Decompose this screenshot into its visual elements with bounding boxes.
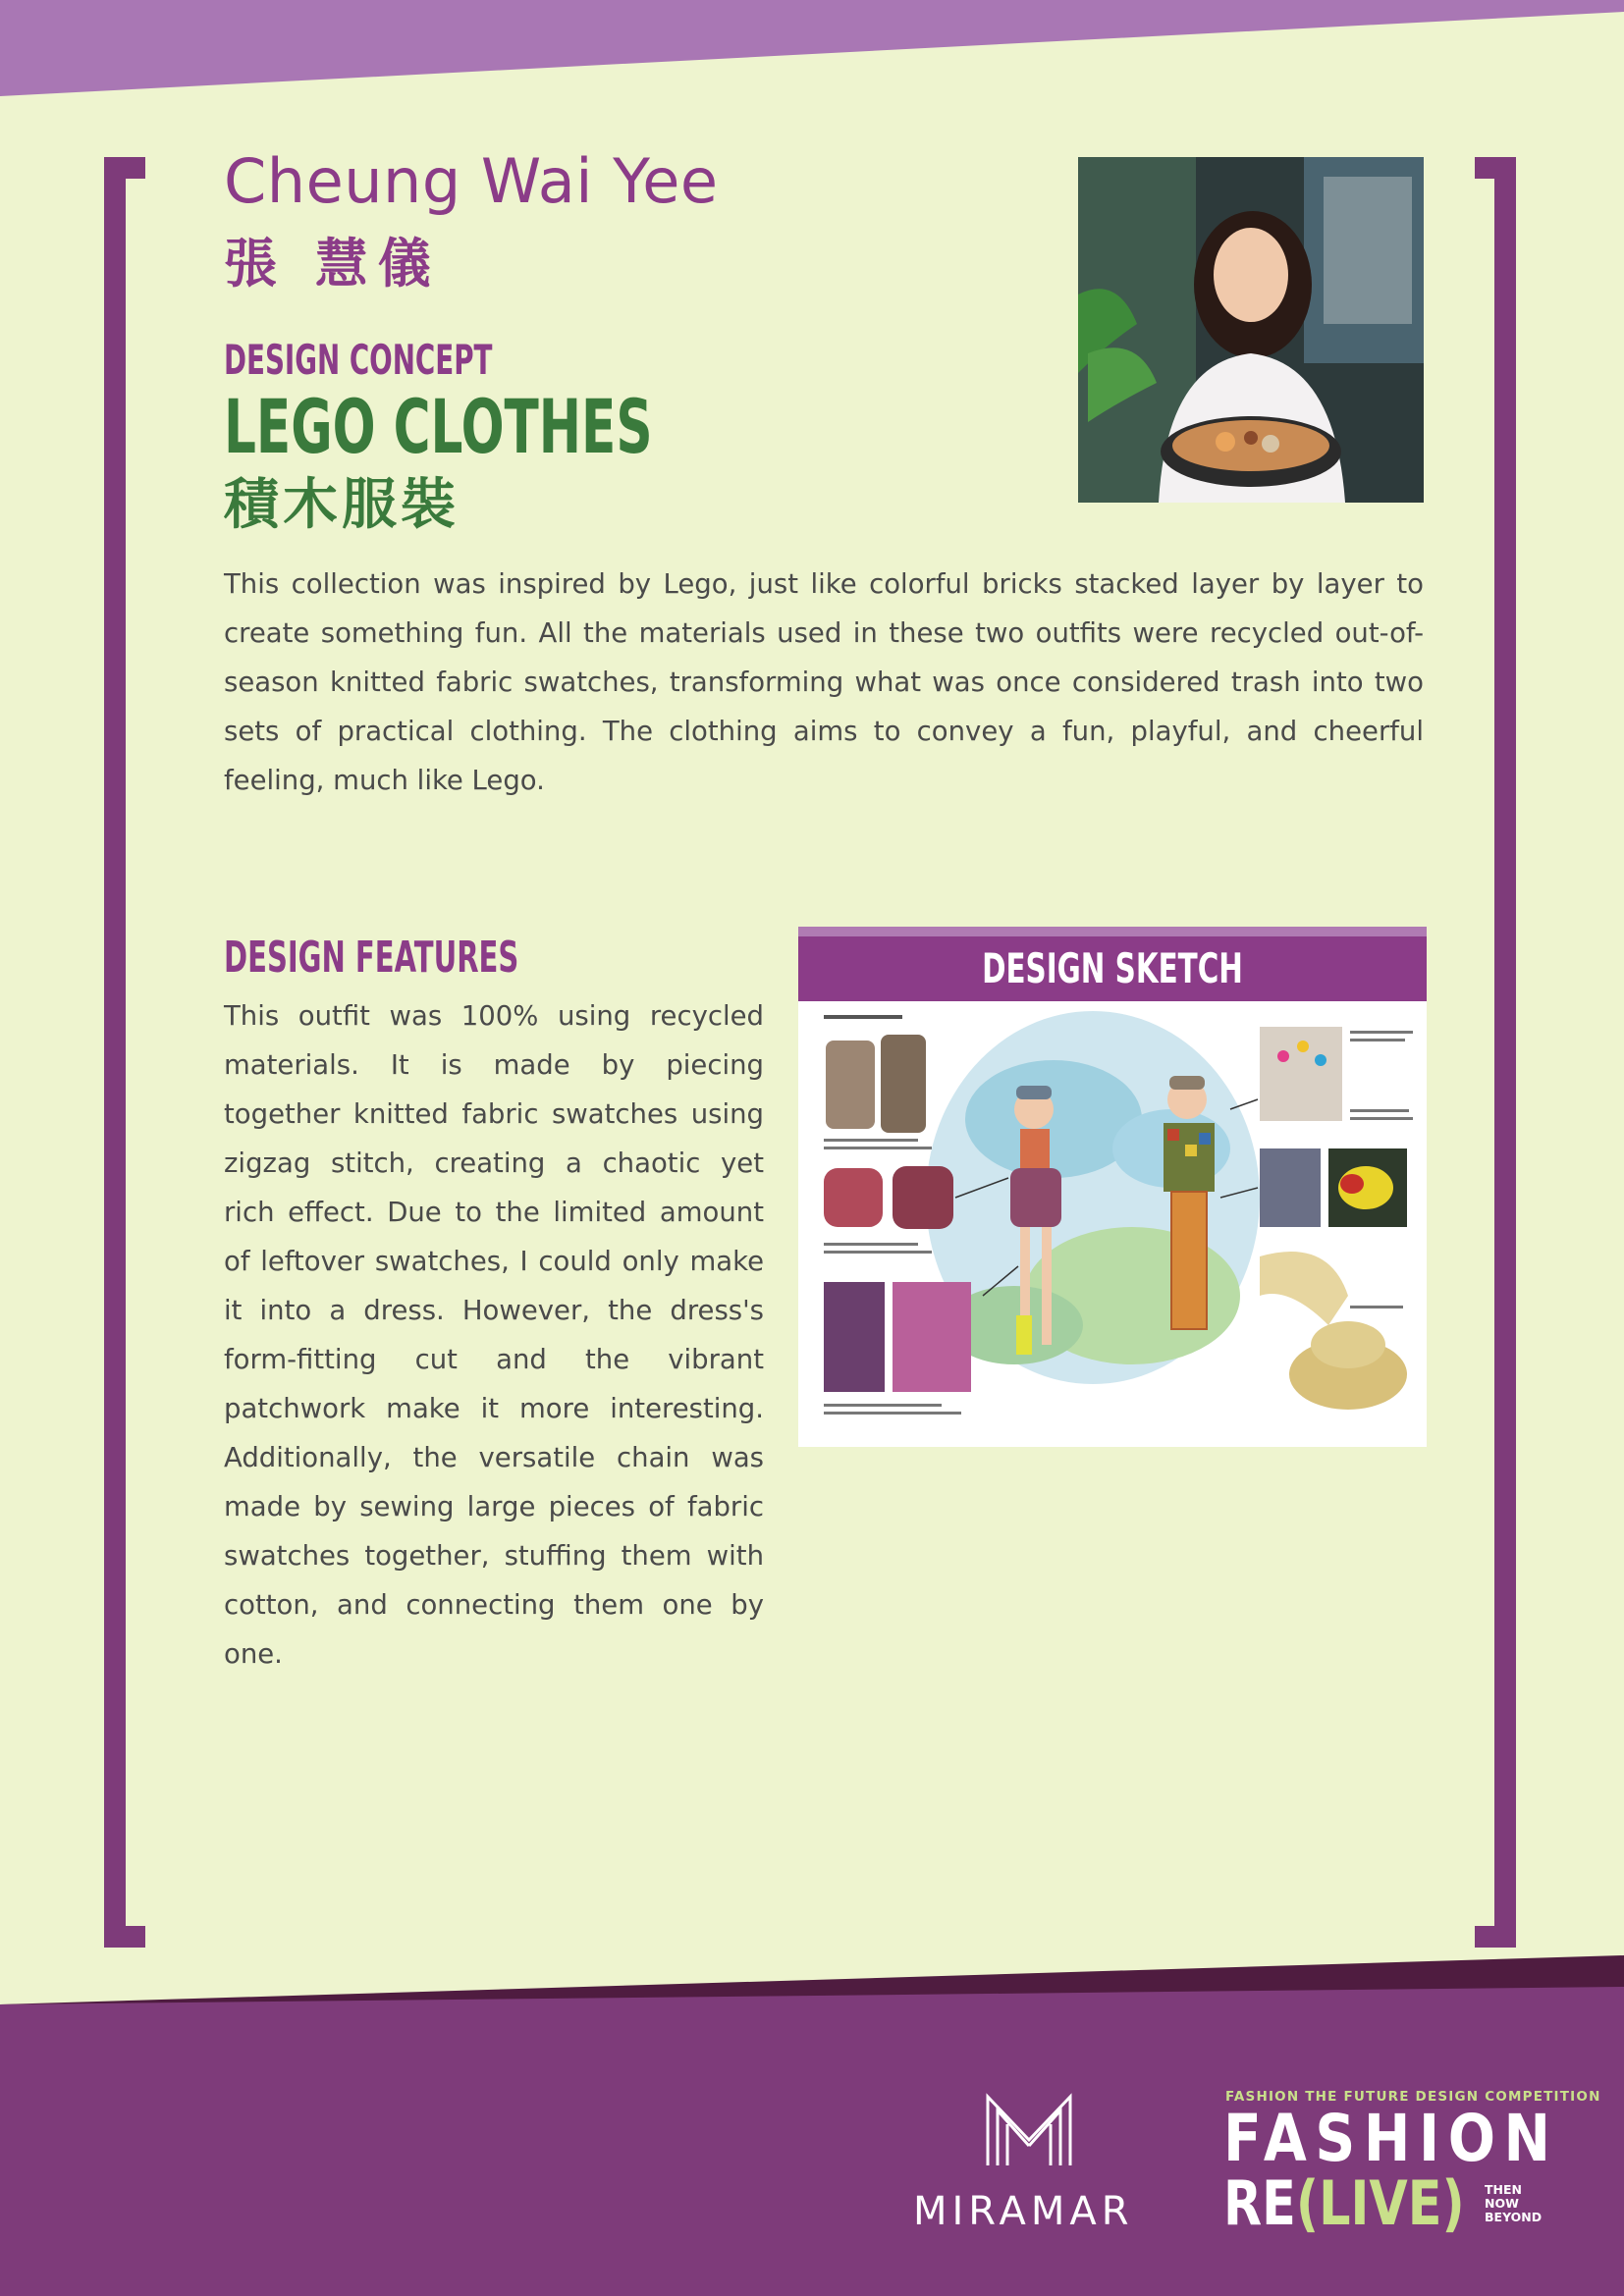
designer-photo (1078, 157, 1424, 503)
competition-logo-re: RE (1223, 2167, 1296, 2239)
competition-logo-live: (LIVE) (1295, 2167, 1465, 2239)
miramar-wordmark: MIRAMAR (913, 2189, 1134, 2234)
design-sketch-board (798, 1001, 1427, 1447)
design-concept-label: DESIGN CONCEPT (224, 336, 493, 384)
miramar-logo (982, 2091, 1076, 2169)
design-sketch-panel (798, 927, 1427, 1447)
design-concept-title-chinese: 積木服裝 (224, 473, 460, 537)
tagline-beyond: BEYOND (1485, 2210, 1543, 2224)
design-features-text: This outfit was 100% using recycled materials. It is made by piecing together knitted fabric swatches using zigzag stitch, creating a chaotic yet rich effect. Due to the limited amount of leftover swatches, I could only make it into a dress. However, the dress's form-fitting cut and the vibrant patchwork make it more interesting. Additionally, the versatile chain was made by sewing large pieces of fabric swatches together, stuffing them with cotton, and connecting them one by one. (224, 1000, 764, 1670)
tagline-now: NOW (1485, 2196, 1519, 2211)
left-bracket-decoration (104, 157, 145, 1948)
miramar-m-icon (982, 2091, 1076, 2169)
competition-subtitle: FASHION THE FUTURE DESIGN COMPETITION (1225, 2089, 1601, 2105)
right-bracket-decoration (1475, 157, 1516, 1948)
designer-name-english: Cheung Wai Yee (224, 145, 719, 217)
design-concept-description: This collection was inspired by Lego, just like colorful bricks stacked layer by layer to create something fun. All the materials used in these two outfits were recycled out-of-season knitted fabric swatches, transforming what was once considered trash into two sets of practical clothing. The clothing aims to convey a fun, playful, and cheerful feeling, much like Lego. (224, 568, 1424, 796)
top-banner-shape (0, 0, 1624, 98)
competition-logo-relive (1223, 2167, 1465, 2239)
design-concept-title: LEGO CLOTHES (224, 383, 653, 470)
design-sketch-title: DESIGN SKETCH (982, 944, 1243, 992)
design-sketch-header (798, 927, 1427, 1001)
competition-tagline (1485, 2183, 1542, 2224)
design-features-label: DESIGN FEATURES (224, 933, 519, 983)
designer-name-chinese: 張 慧儀 (224, 233, 441, 294)
competition-logo-fashion: FASHION (1223, 2101, 1559, 2176)
tagline-then: THEN (1485, 2182, 1522, 2197)
